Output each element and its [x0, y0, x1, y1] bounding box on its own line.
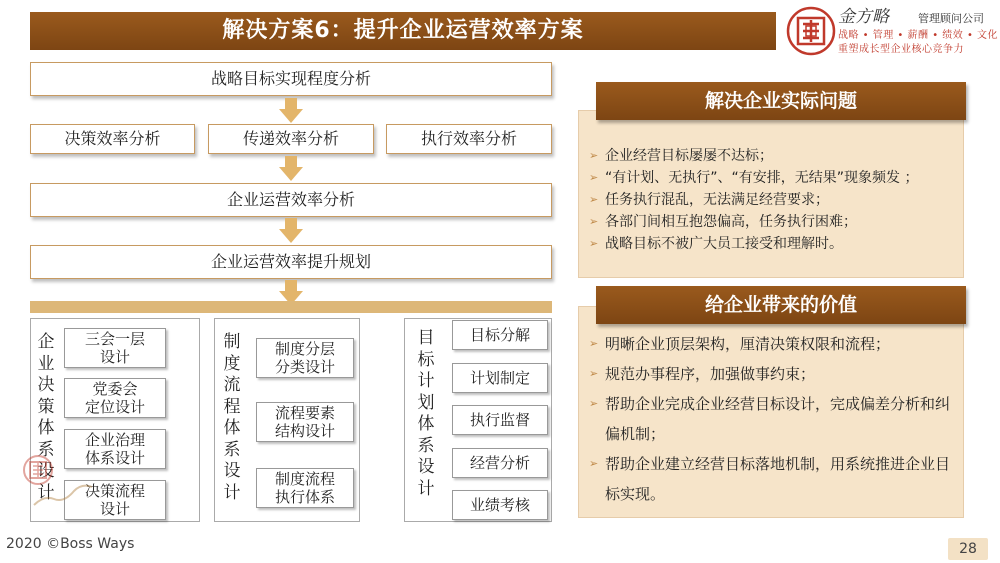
- decision-efficiency-box: 决策效率分析: [30, 124, 195, 154]
- bullet-icon: ➢: [589, 457, 599, 470]
- list-item: 党委会 定位设计: [64, 378, 166, 418]
- bullet-icon: ➢: [589, 171, 599, 184]
- logo-slogan: 重塑成长型企业核心竞争力: [838, 44, 964, 55]
- problems-list: [589, 145, 955, 255]
- list-item: 企业治理 体系设计: [64, 429, 166, 469]
- list-item: ➢ 明晰企业顶层架构，厘清决策权限和流程；: [589, 329, 955, 359]
- list-item: ➢ 企业经营目标屡屡不达标；: [589, 145, 955, 167]
- list-item: 业绩考核: [452, 490, 548, 520]
- bullet-icon: ➢: [589, 237, 599, 250]
- watermark-logo-icon: [14, 450, 104, 530]
- operation-efficiency-box: 企业运营效率分析: [30, 183, 552, 217]
- list-item: ➢ 规范办事程序，加强做事约束；: [589, 359, 955, 389]
- value-list: [589, 329, 955, 509]
- logo-brand: 金方略: [838, 7, 889, 27]
- logo-services: 战略 • 管理 • 薪酬 • 绩效 • 文化: [838, 30, 999, 41]
- down-arrow-icon: [279, 218, 303, 244]
- list-item: 目标分解: [452, 320, 548, 350]
- value-heading: 给企业带来的价值: [596, 286, 966, 324]
- process-system-title: 制 度 流 程 体 系 设 计: [223, 332, 241, 503]
- list-item: 经营分析: [452, 448, 548, 478]
- value-panel: [578, 306, 964, 518]
- problems-panel: [578, 110, 964, 278]
- list-item: 流程要素 结构设计: [256, 402, 354, 442]
- list-item: 执行监督: [452, 405, 548, 435]
- bullet-icon: ➢: [589, 367, 599, 380]
- bullet-icon: ➢: [589, 397, 599, 410]
- page-number: 28: [948, 538, 988, 560]
- down-arrow-icon: [279, 98, 303, 124]
- list-item: 制度流程 执行体系: [256, 468, 354, 508]
- problems-heading: 解决企业实际问题: [596, 82, 966, 120]
- list-item: ➢ 各部门间相互抱怨偏高，任务执行困难；: [589, 211, 955, 233]
- list-item: ➢ 战略目标不被广大员工接受和理解时。: [589, 233, 955, 255]
- logo-company: 管理顾问公司: [918, 12, 984, 25]
- target-plan-title: 目 标 计 划 体 系 设 计: [417, 328, 435, 499]
- company-seal-icon: [786, 6, 836, 56]
- down-arrow-icon: [279, 156, 303, 182]
- list-item: 制度分层 分类设计: [256, 338, 354, 378]
- list-item: ➢ 帮助企业完成企业经营目标设计，完成偏差分析和纠偏机制；: [589, 389, 955, 449]
- page-title: 解决方案6：提升企业运营效率方案: [222, 18, 584, 43]
- execution-efficiency-box: 执行效率分析: [386, 124, 552, 154]
- bullet-icon: ➢: [589, 149, 599, 162]
- list-item: ➢ 帮助企业建立经营目标落地机制，用系统推进企业目标实现。: [589, 449, 955, 509]
- list-item: 计划制定: [452, 363, 548, 393]
- bullet-icon: ➢: [589, 337, 599, 350]
- list-item: 三会一层 设计: [64, 328, 166, 368]
- list-item: 决策流程 设计: [64, 480, 166, 520]
- list-item: ➢ “有计划、无执行”、“有安排，无结果”现象频发 ；: [589, 167, 955, 189]
- bullet-icon: ➢: [589, 215, 599, 228]
- efficiency-plan-box: 企业运营效率提升规划: [30, 245, 552, 279]
- strategy-analysis-box: 战略目标实现程度分析: [30, 62, 552, 96]
- bullet-icon: ➢: [589, 193, 599, 206]
- footer-copyright: 2020 ©Boss Ways: [6, 536, 135, 552]
- transfer-efficiency-box: 传递效率分析: [208, 124, 374, 154]
- decision-system-title: 企 业 决 策 体 系 设 计: [37, 332, 55, 503]
- title-bar: [30, 12, 776, 50]
- divider-bar: [30, 301, 552, 313]
- list-item: ➢ 任务执行混乱，无法满足经营要求；: [589, 189, 955, 211]
